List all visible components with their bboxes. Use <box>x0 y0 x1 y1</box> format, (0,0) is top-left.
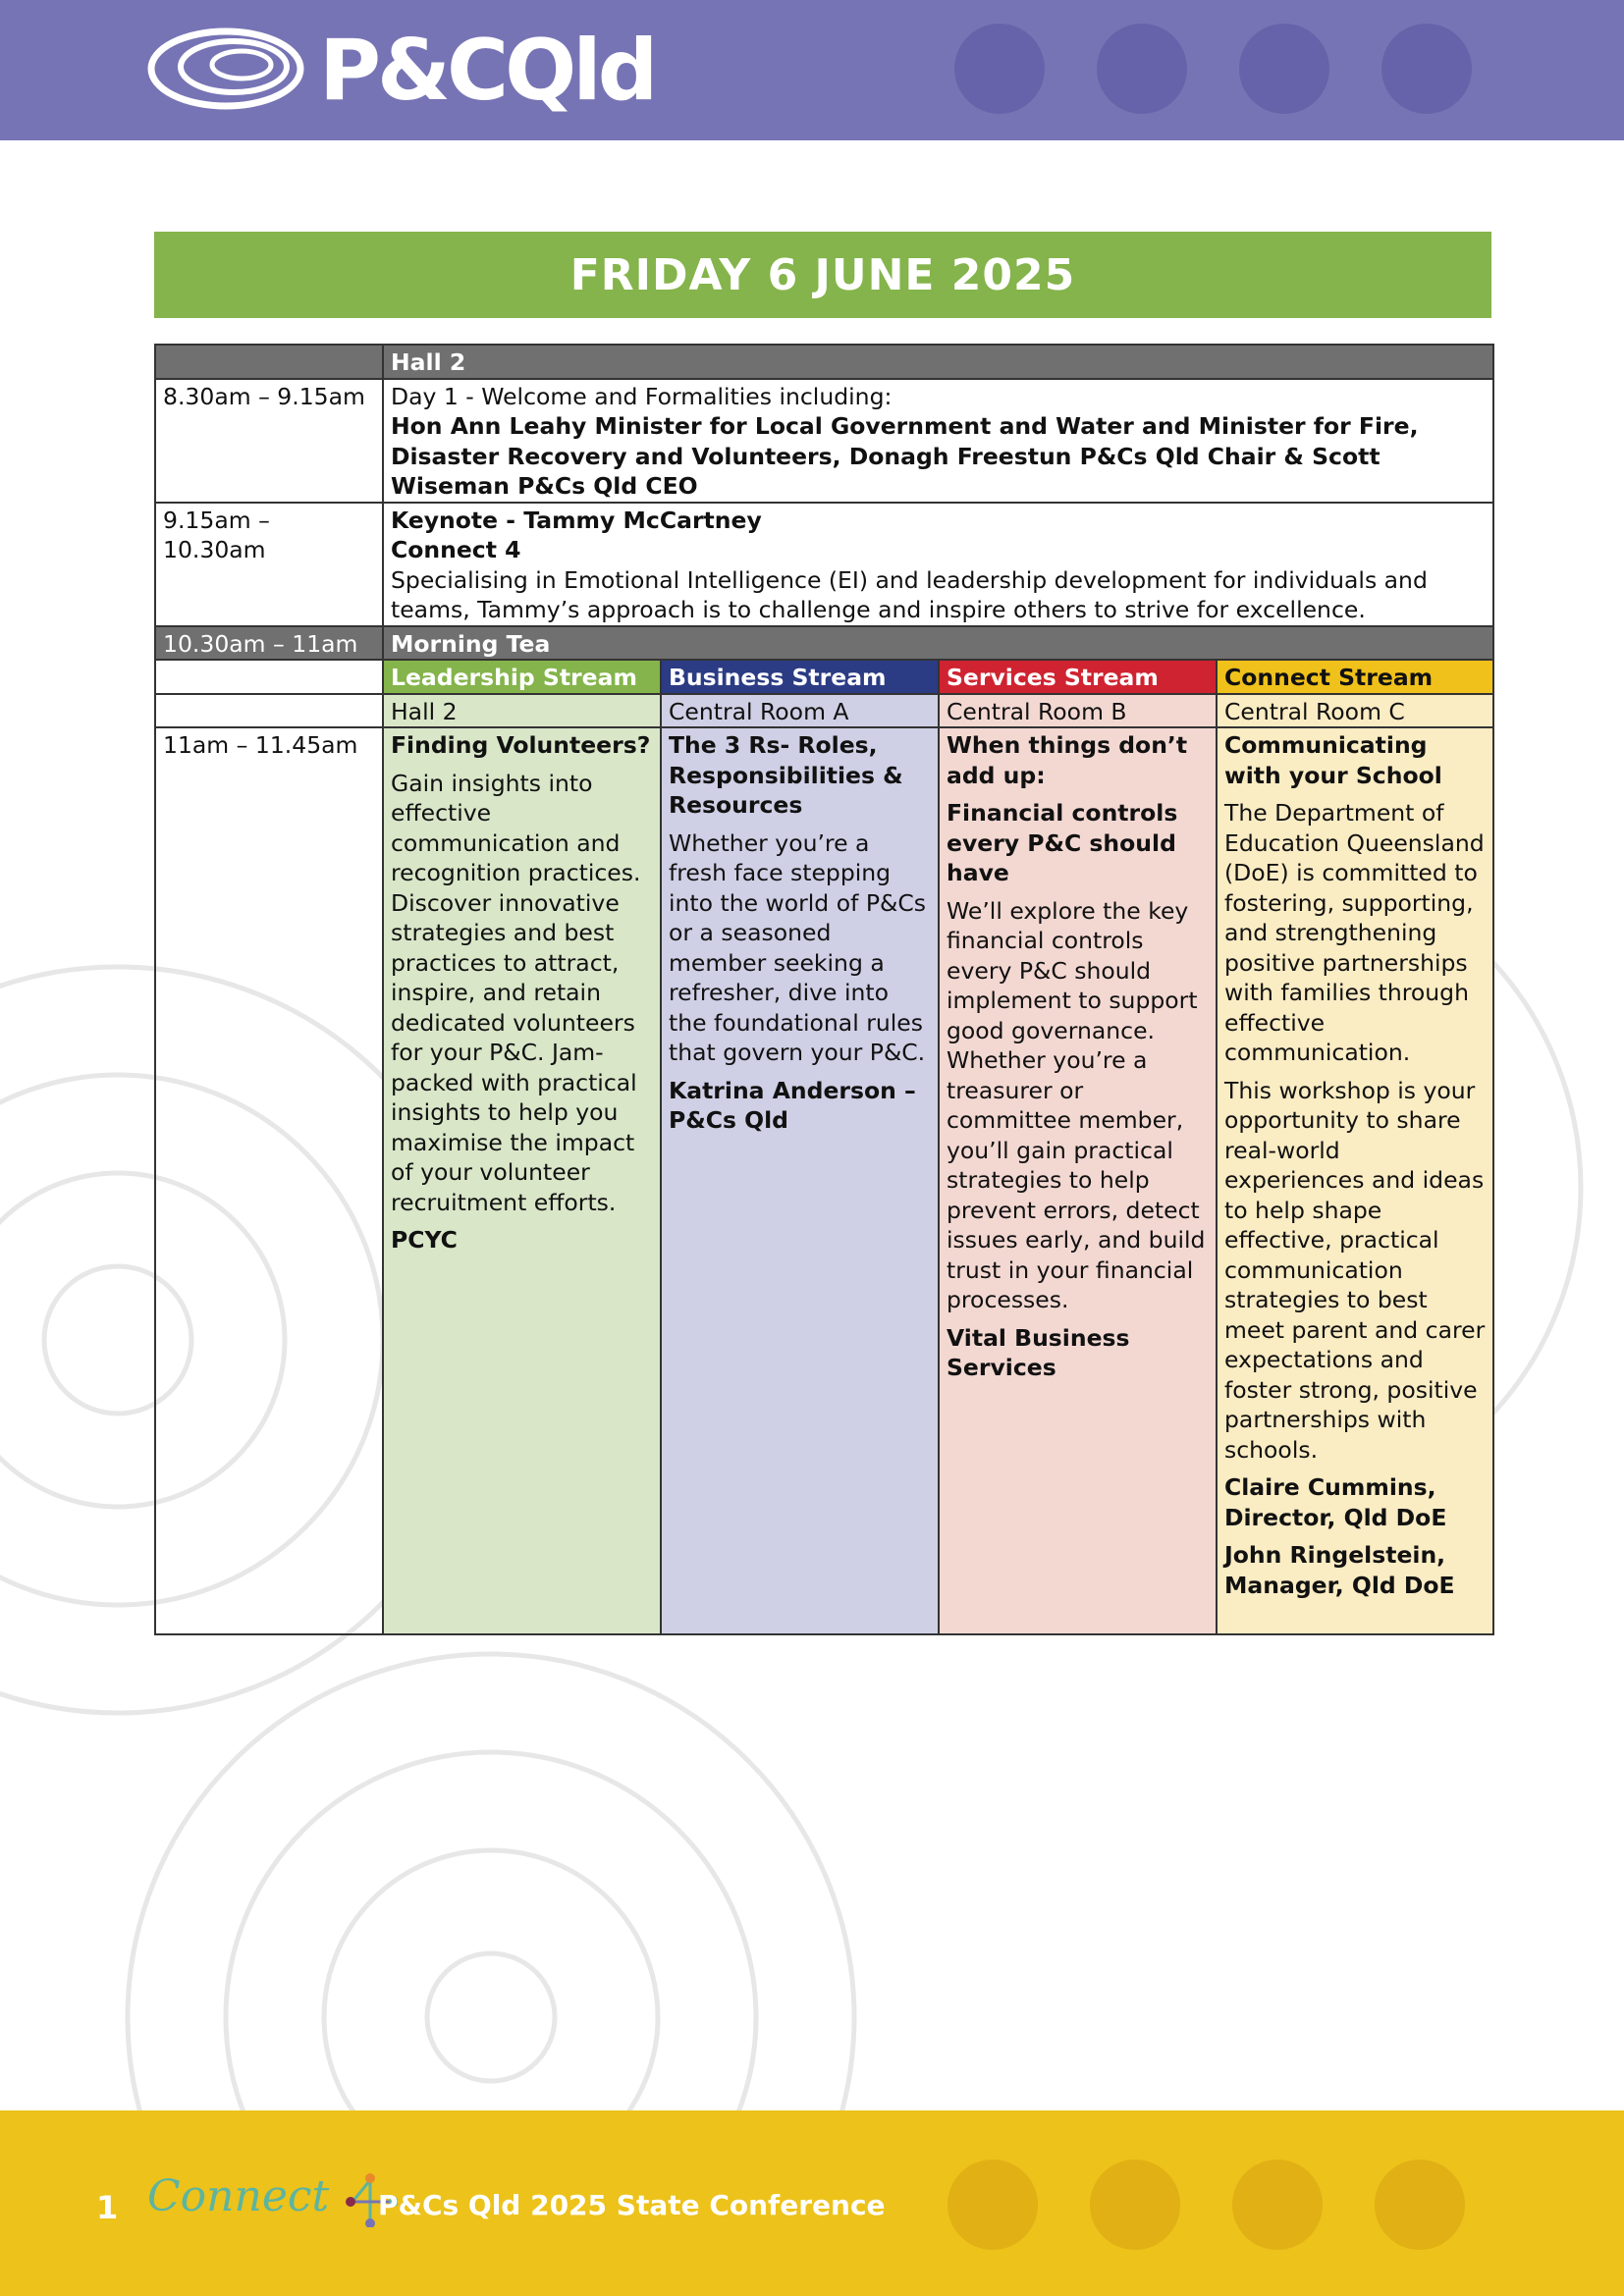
page-header <box>0 0 1624 140</box>
footer-circle <box>1090 2160 1180 2250</box>
time-cell <box>155 345 383 379</box>
session-presenter: John Ringelstein, Manager, Qld DoE <box>1224 1541 1455 1599</box>
table-row <box>155 345 1493 379</box>
session-title: Finding Volunteers? <box>391 731 651 759</box>
page-footer <box>0 2110 1624 2296</box>
welcome-guests: Hon Ann Leahy Minister for Local Government and Water and Minister for Fire, Disaster Recovery and Volunteers, Donagh Freestun P&Cs Qld Chair & Scott Wiseman P&Cs Qld CEO <box>391 412 1419 500</box>
time-cell <box>155 660 383 694</box>
session-business <box>661 727 939 1634</box>
session-description: Whether you’re a fresh face stepping into the world of P&Cs or a seasoned member seeking a refresher, dive into the foundational rules that govern your P&C. <box>669 828 926 1066</box>
schedule-table <box>154 344 1494 1635</box>
session-services <box>939 727 1217 1634</box>
session-title: When things don’t add up: <box>947 731 1188 789</box>
keynote-description: Specialising in Emotional Intelligence (EI) and leadership development for individuals and teams, Tammy’s approach is to challenge and inspire others to strive for excellence. <box>391 565 1428 623</box>
session-description: This workshop is your opportunity to share real-world experiences and ideas to help shape effective, practical communication strategies to best meet parent and carer expectations and foster strong, positive partnerships with schools. <box>1224 1076 1486 1464</box>
session-title: Communicating with your School <box>1224 731 1442 789</box>
time-cell <box>155 694 383 728</box>
keynote-cell <box>383 503 1493 626</box>
room-connect: Central Room C <box>1217 694 1493 728</box>
stream-header-services: Services Stream <box>939 660 1217 694</box>
header-circle <box>1239 24 1329 114</box>
session-presenter: Claire Cummins, Director, Qld DoE <box>1224 1473 1447 1531</box>
session-presenter: Vital Business Services <box>947 1323 1130 1381</box>
session-subtitle: Financial controls every P&C should have <box>947 799 1178 886</box>
room-leadership: Hall 2 <box>383 694 661 728</box>
table-row <box>155 727 1493 1634</box>
welcome-cell <box>383 379 1493 503</box>
swirl-logo-icon <box>147 27 304 111</box>
header-circle <box>1097 24 1187 114</box>
footer-circle <box>1375 2160 1465 2250</box>
session-description: We’ll explore the key financial controls every P&C should implement to support good governance. Whether you’re a treasurer or committee member, you’ll gain practical strategies to help prevent errors, detect issues early, and build trust in your financial processes. <box>947 896 1206 1313</box>
time-cell: 8.30am – 9.15am <box>155 379 383 503</box>
room-services: Central Room B <box>939 694 1217 728</box>
time-cell: 11am – 11.45am <box>155 727 383 1634</box>
table-row <box>155 379 1493 503</box>
morning-tea-label: Morning Tea <box>383 626 1493 661</box>
session-description: The Department of Education Queensland (DoE) is committed to fostering, supporting, and strengthening positive partnerships with families through effective communication. <box>1224 799 1485 1066</box>
time-cell: 9.15am – 10.30am <box>155 503 383 626</box>
conference-title: P&Cs Qld 2025 State Conference <box>378 2189 886 2221</box>
session-presenter: PCYC <box>391 1226 458 1254</box>
table-row <box>155 694 1493 728</box>
session-title: The 3 Rs- Roles, Responsibilities & Resources <box>669 731 903 819</box>
keynote-org: Connect 4 <box>391 536 521 563</box>
session-leadership <box>383 727 661 1634</box>
venue-header: Hall 2 <box>383 345 1493 379</box>
table-row <box>155 626 1493 661</box>
page-title: FRIDAY 6 JUNE 2025 <box>569 249 1076 300</box>
logo-text: P&CQld <box>319 22 655 120</box>
connect-logo <box>147 2171 398 2227</box>
time-cell: 10.30am – 11am <box>155 626 383 661</box>
table-row <box>155 503 1493 626</box>
stream-header-leadership: Leadership Stream <box>383 660 661 694</box>
stream-header-business: Business Stream <box>661 660 939 694</box>
footer-circle <box>947 2160 1038 2250</box>
room-business: Central Room A <box>661 694 939 728</box>
pcqld-logo <box>147 22 658 120</box>
header-circle <box>954 24 1045 114</box>
page-number: 1 <box>96 2189 119 2226</box>
date-title-banner <box>154 232 1491 318</box>
connect-logo-text: Connect <box>147 2171 330 2221</box>
keynote-title: Keynote - Tammy McCartney <box>391 506 762 534</box>
header-circle <box>1381 24 1472 114</box>
table-row <box>155 660 1493 694</box>
stream-header-connect: Connect Stream <box>1217 660 1493 694</box>
welcome-intro: Day 1 - Welcome and Formalities including: <box>391 382 893 410</box>
session-connect <box>1217 727 1493 1634</box>
footer-circle <box>1232 2160 1323 2250</box>
session-description: Gain insights into effective communication and recognition practices. Discover innovative strategies and best practices to attract, inspire, and retain dedicated volunteers for your P&C. Jam-packed with practical insights to help you maximise the impact of your volunteer recruitment efforts. <box>391 769 641 1216</box>
session-presenter: Katrina Anderson – P&Cs Qld <box>669 1076 916 1134</box>
